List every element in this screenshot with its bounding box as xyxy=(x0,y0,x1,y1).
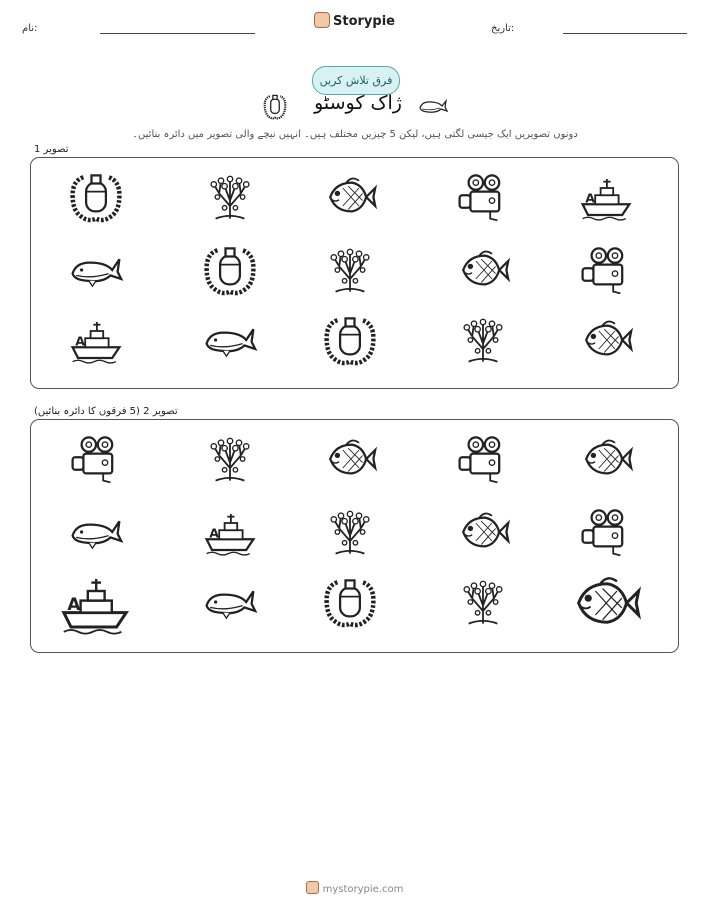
picture1-panel xyxy=(30,157,679,389)
film-camera-icon xyxy=(579,243,633,297)
footer xyxy=(0,881,709,895)
fish-icon xyxy=(323,170,377,224)
picture1-label: تصویر 1 xyxy=(34,144,69,155)
whale-icon[interactable] xyxy=(69,505,123,559)
brand-name: Storypie xyxy=(333,14,395,29)
coral-icon xyxy=(456,313,510,367)
coral-icon[interactable] xyxy=(456,575,510,629)
fish-icon[interactable] xyxy=(323,432,377,486)
diving-tank-icon xyxy=(203,243,257,297)
date-label: تاریخ: xyxy=(491,23,515,34)
footer-url[interactable]: mystorypie.com xyxy=(322,884,404,895)
storypie-mascot-icon xyxy=(306,881,319,894)
fish-icon[interactable] xyxy=(579,432,633,486)
svg-text:A: A xyxy=(585,190,596,206)
diving-tank-icon xyxy=(69,170,123,224)
svg-text:A: A xyxy=(75,333,86,349)
name-label: نام: xyxy=(22,23,38,34)
boat-icon xyxy=(69,313,123,367)
svg-text:A: A xyxy=(209,525,220,541)
activity-badge: فرق تلاش کریں xyxy=(312,66,400,95)
brand-logo xyxy=(0,12,709,29)
picture2-panel[interactable] xyxy=(30,419,679,653)
whale-icon[interactable] xyxy=(203,575,257,629)
storypie-mascot-icon xyxy=(314,12,330,28)
diving-tank-icon[interactable] xyxy=(323,575,377,629)
whale-icon xyxy=(418,96,448,116)
date-line[interactable] xyxy=(563,33,687,34)
coral-icon[interactable] xyxy=(323,505,377,559)
coral-icon xyxy=(323,243,377,297)
film-camera-icon[interactable] xyxy=(456,432,510,486)
film-camera-icon xyxy=(456,170,510,224)
fish-icon xyxy=(579,313,633,367)
film-camera-icon[interactable] xyxy=(579,505,633,559)
coral-icon xyxy=(203,170,257,224)
boat-icon[interactable] xyxy=(59,567,131,639)
picture2-label: تصویر 2 (5 فرقوں کا دائرہ بنائیں) xyxy=(34,406,178,417)
coral-icon[interactable] xyxy=(203,432,257,486)
boat-icon xyxy=(579,170,633,224)
svg-text:A: A xyxy=(67,594,81,615)
name-line[interactable] xyxy=(100,33,255,34)
diving-tank-icon xyxy=(323,313,377,367)
fish-icon[interactable] xyxy=(569,567,641,639)
page-title: ژاک کوسٹو xyxy=(314,92,402,114)
whale-icon xyxy=(203,313,257,367)
fish-icon[interactable] xyxy=(456,505,510,559)
boat-icon[interactable] xyxy=(203,505,257,559)
instructions-text: دونوں تصویریں ایک جیسی لگتی ہیں، لیکن 5 چیزیں مختلف ہیں۔ انہیں نیچے والی تصویر میں دائرہ بنائیں۔ xyxy=(132,129,578,140)
whale-icon xyxy=(69,243,123,297)
film-camera-icon[interactable] xyxy=(69,432,123,486)
fish-icon xyxy=(456,243,510,297)
